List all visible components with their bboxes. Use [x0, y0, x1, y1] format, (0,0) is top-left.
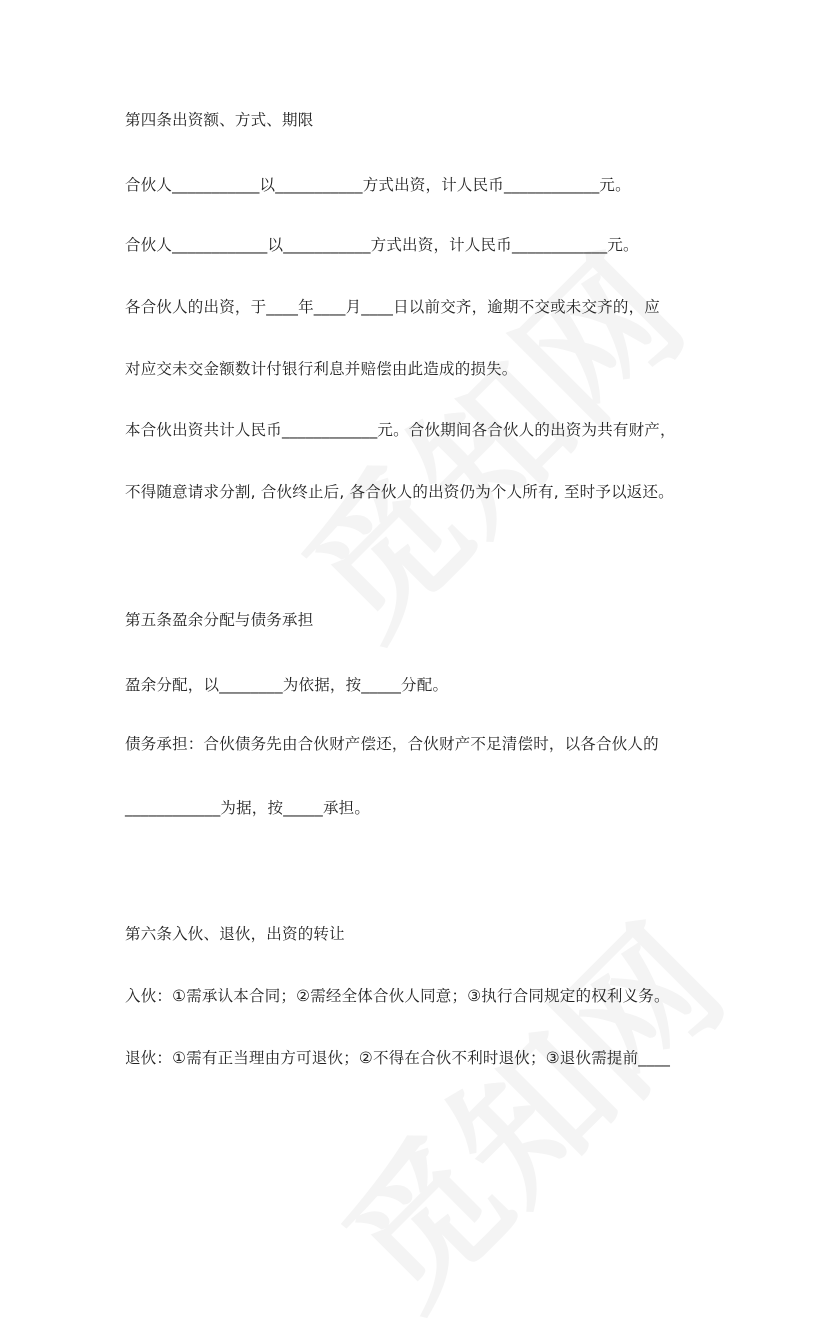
section-heading-5: 第五条盈余分配与债务承担	[125, 611, 314, 629]
paragraph-line: 不得随意请求分割, 合伙终止后, 各合伙人的出资仍为个人所有, 至时予以返还。	[125, 483, 674, 501]
section-heading-4: 第四条出资额、方式、期限	[125, 111, 314, 129]
paragraph-line: 债务承担：合伙债务先由合伙财产偿还，合伙财产不足清偿时，以各合伙人的	[125, 735, 659, 753]
watermark	[290, 873, 761, 1343]
paragraph-line: 入伙：①需承认本合同；②需经全体合伙人同意；③执行合同规定的权利义务。	[125, 987, 670, 1005]
paragraph-line: 本合伙出资共计人民币____________元。合伙期间各合伙人的出资为共有财产，	[125, 421, 676, 439]
paragraph-line: 盈余分配，以________为依据，按_____分配。	[125, 676, 449, 694]
paragraph-line: 合伙人____________以___________方式出资，计人民币____________元。	[125, 236, 639, 254]
paragraph-line: 对应交未交金额数计付银行利息并赔偿由此造成的损失。	[125, 360, 518, 378]
paragraph-line: 退伙：①需有正当理由方可退伙；②不得在合伙不利时退伙；③退伙需提前____	[125, 1049, 671, 1067]
paragraph-line: 合伙人___________以___________方式出资，计人民币____________元。	[125, 176, 631, 194]
paragraph-line: 各合伙人的出资，于____年____月____日以前交齐，逾期不交或未交齐的，应	[125, 298, 661, 316]
section-heading-6: 第六条入伙、退伙，出资的转让	[125, 925, 345, 943]
paragraph-line: ____________为据，按_____承担。	[125, 799, 371, 817]
